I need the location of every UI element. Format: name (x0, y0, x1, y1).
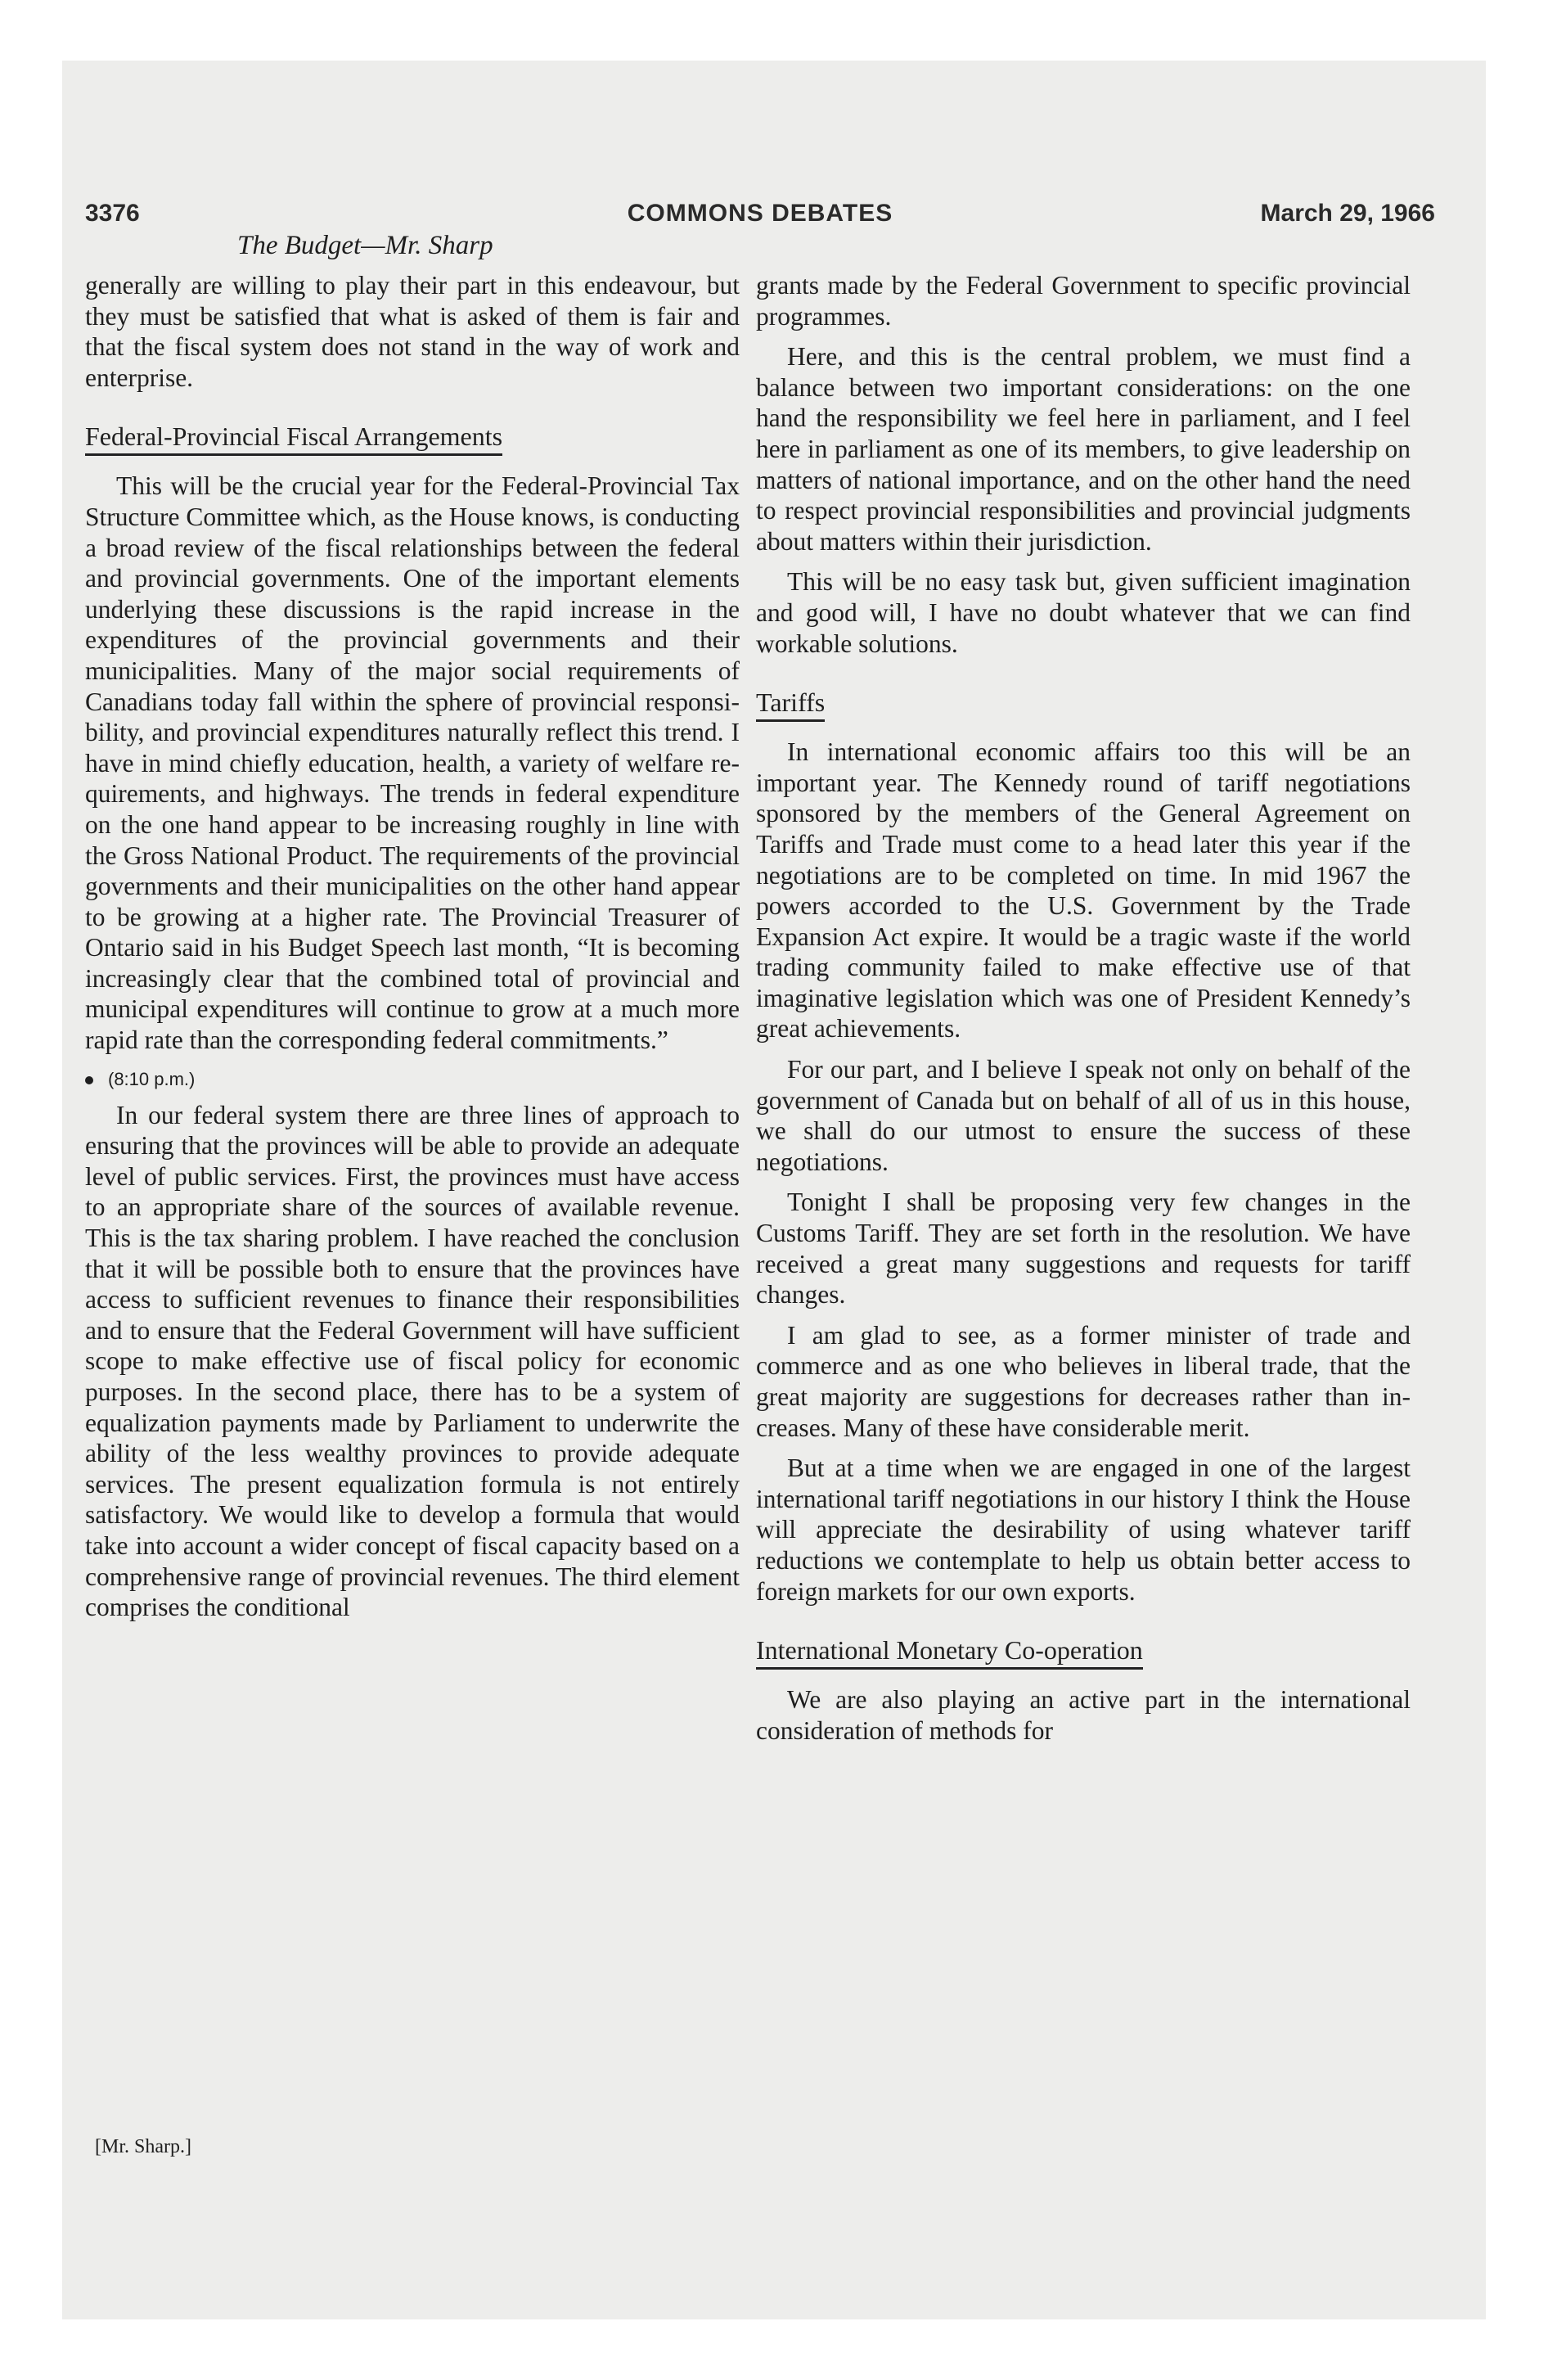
timestamp (85, 1067, 740, 1092)
paragraph: This will be no easy task but, given sufficient imagination and good will, I have no doubt whatever that we can find workable solutions. (756, 567, 1411, 658)
timestamp-text: (8:10 p.m.) (108, 1068, 196, 1089)
running-head: The Budget—Mr. Sharp (237, 231, 493, 260)
page-number: 3376 (85, 200, 140, 227)
paragraph: This will be the crucial year for the Federal-Provincial Tax Structure Committee which, as the House knows, is conducting a broad review of the fiscal relationships between the federal and provincial governments. One of the important elements underlying these discussions is the rapid increase in the expenditures of the provincial governments and their municipalities. Many of the major social requirements of Canadians today fall within the sphere of provincial responsibility, and provincial expenditures naturally reflect this trend. I have in mind chiefly education, health, a variety of welfare requirements, and highways. The trends in federal expenditure on the one hand appear to be increasing roughly in line with the Gross National Product. The requirements of the provincial governments and their municipalities on the other hand appear to be growing at a higher rate. The Provincial Treasurer of Ontario said in his Budget Speech last month, “It is becoming increasingly clear that the combined total of provincial and municipal expenditures will continue to grow at a much more rapid rate than the corresponding federal commitments.” (85, 471, 740, 1055)
section-heading-tariffs: Tariffs (756, 687, 825, 722)
bullet-icon (85, 1076, 93, 1084)
debate-date: March 29, 1966 (1260, 200, 1435, 227)
paragraph: generally are willing to play their part in this endeavour, but they must be satisfied that what is asked of them is fair and that the fiscal system does not stand in the way of work and enterprise. (85, 271, 740, 392)
paragraph: Here, and this is the central problem, we must find a balance between two important considerations: on the one hand the responsibility we feel here in parliament, and I feel here in parliament as one of its members, to give leadership on matters of national importance, and on the other hand the need to respect provincial responsibilities and provincial judgments about matters within their jurisdiction. (756, 342, 1411, 556)
publication-title: COMMONS DEBATES (627, 200, 893, 227)
paragraph: For our part, and I believe I speak not only on behalf of the government of Canada but on behalf of all of us in this house, we shall do our utmost to ensure the success of these negotiations. (756, 1055, 1411, 1176)
section-heading-fiscal-arrangements: Federal-Provincial Fiscal Arrangements (85, 421, 502, 456)
section-heading-monetary-cooperation: International Monetary Co-operation (756, 1634, 1143, 1670)
paragraph: grants made by the Federal Government to specific provincial programmes. (756, 271, 1411, 331)
paragraph: In international economic affairs too this will be an important year. The Kennedy round of tariff negotiations sponsored by the members of the General Agreement on Tariffs and Trade must come to a head later this year if the negotiations are to be completed on time. In mid 1967 the powers accorded to the U.S. Government by the Trade Expansion Act expire. It would be a tragic waste if the world trading community failed to make effective use of that imaginative legislation which was one of President Kennedy’s great achievements. (756, 737, 1411, 1044)
speaker-footer: [Mr. Sharp.] (95, 2136, 191, 2157)
right-column (756, 270, 1411, 1756)
left-column (85, 270, 740, 1633)
paragraph: I am glad to see, as a former minister of trade and commerce and as one who believes in liberal trade, that the great majority are suggestions for decreases rather than increases. Many of these have considerable merit. (756, 1320, 1411, 1442)
paragraph: In our federal system there are three lines of approach to ensuring that the provinces will be able to provide an adequate level of public services. First, the provinces must have access to an appropriate share of the sources of available revenue. This is the tax sharing problem. I have reached the conclusion that it will be possible both to ensure that the provinces have access to sufficient revenues to finance their responsibilities and to ensure that the Federal Government will have sufficient scope to make effective use of fiscal policy for economic purposes. In the second place, there has to be a system of equalization payments made by Parliament to underwrite the ability of the less wealthy provinces to provide adequate services. The present equalization formula is not entirely satisfactory. We would like to develop a formula that would take into account a wider concept of fiscal capacity based on a comprehensive range of provincial revenues. The third element comprises the conditional (85, 1100, 740, 1622)
page-header (85, 193, 1435, 234)
paragraph: Tonight I shall be proposing very few changes in the Customs Tariff. They are set forth in the resolution. We have received a great many suggestions and requests for tariff changes. (756, 1188, 1411, 1309)
paragraph: But at a time when we are engaged in one of the largest international tariff negotiations in our history I think the House will appreciate the desirability of using whatever tariff reductions we contemplate to help us obtain better access to foreign markets for our own exports. (756, 1454, 1411, 1606)
paragraph: We are also playing an active part in the international consideration of methods for (756, 1685, 1411, 1745)
